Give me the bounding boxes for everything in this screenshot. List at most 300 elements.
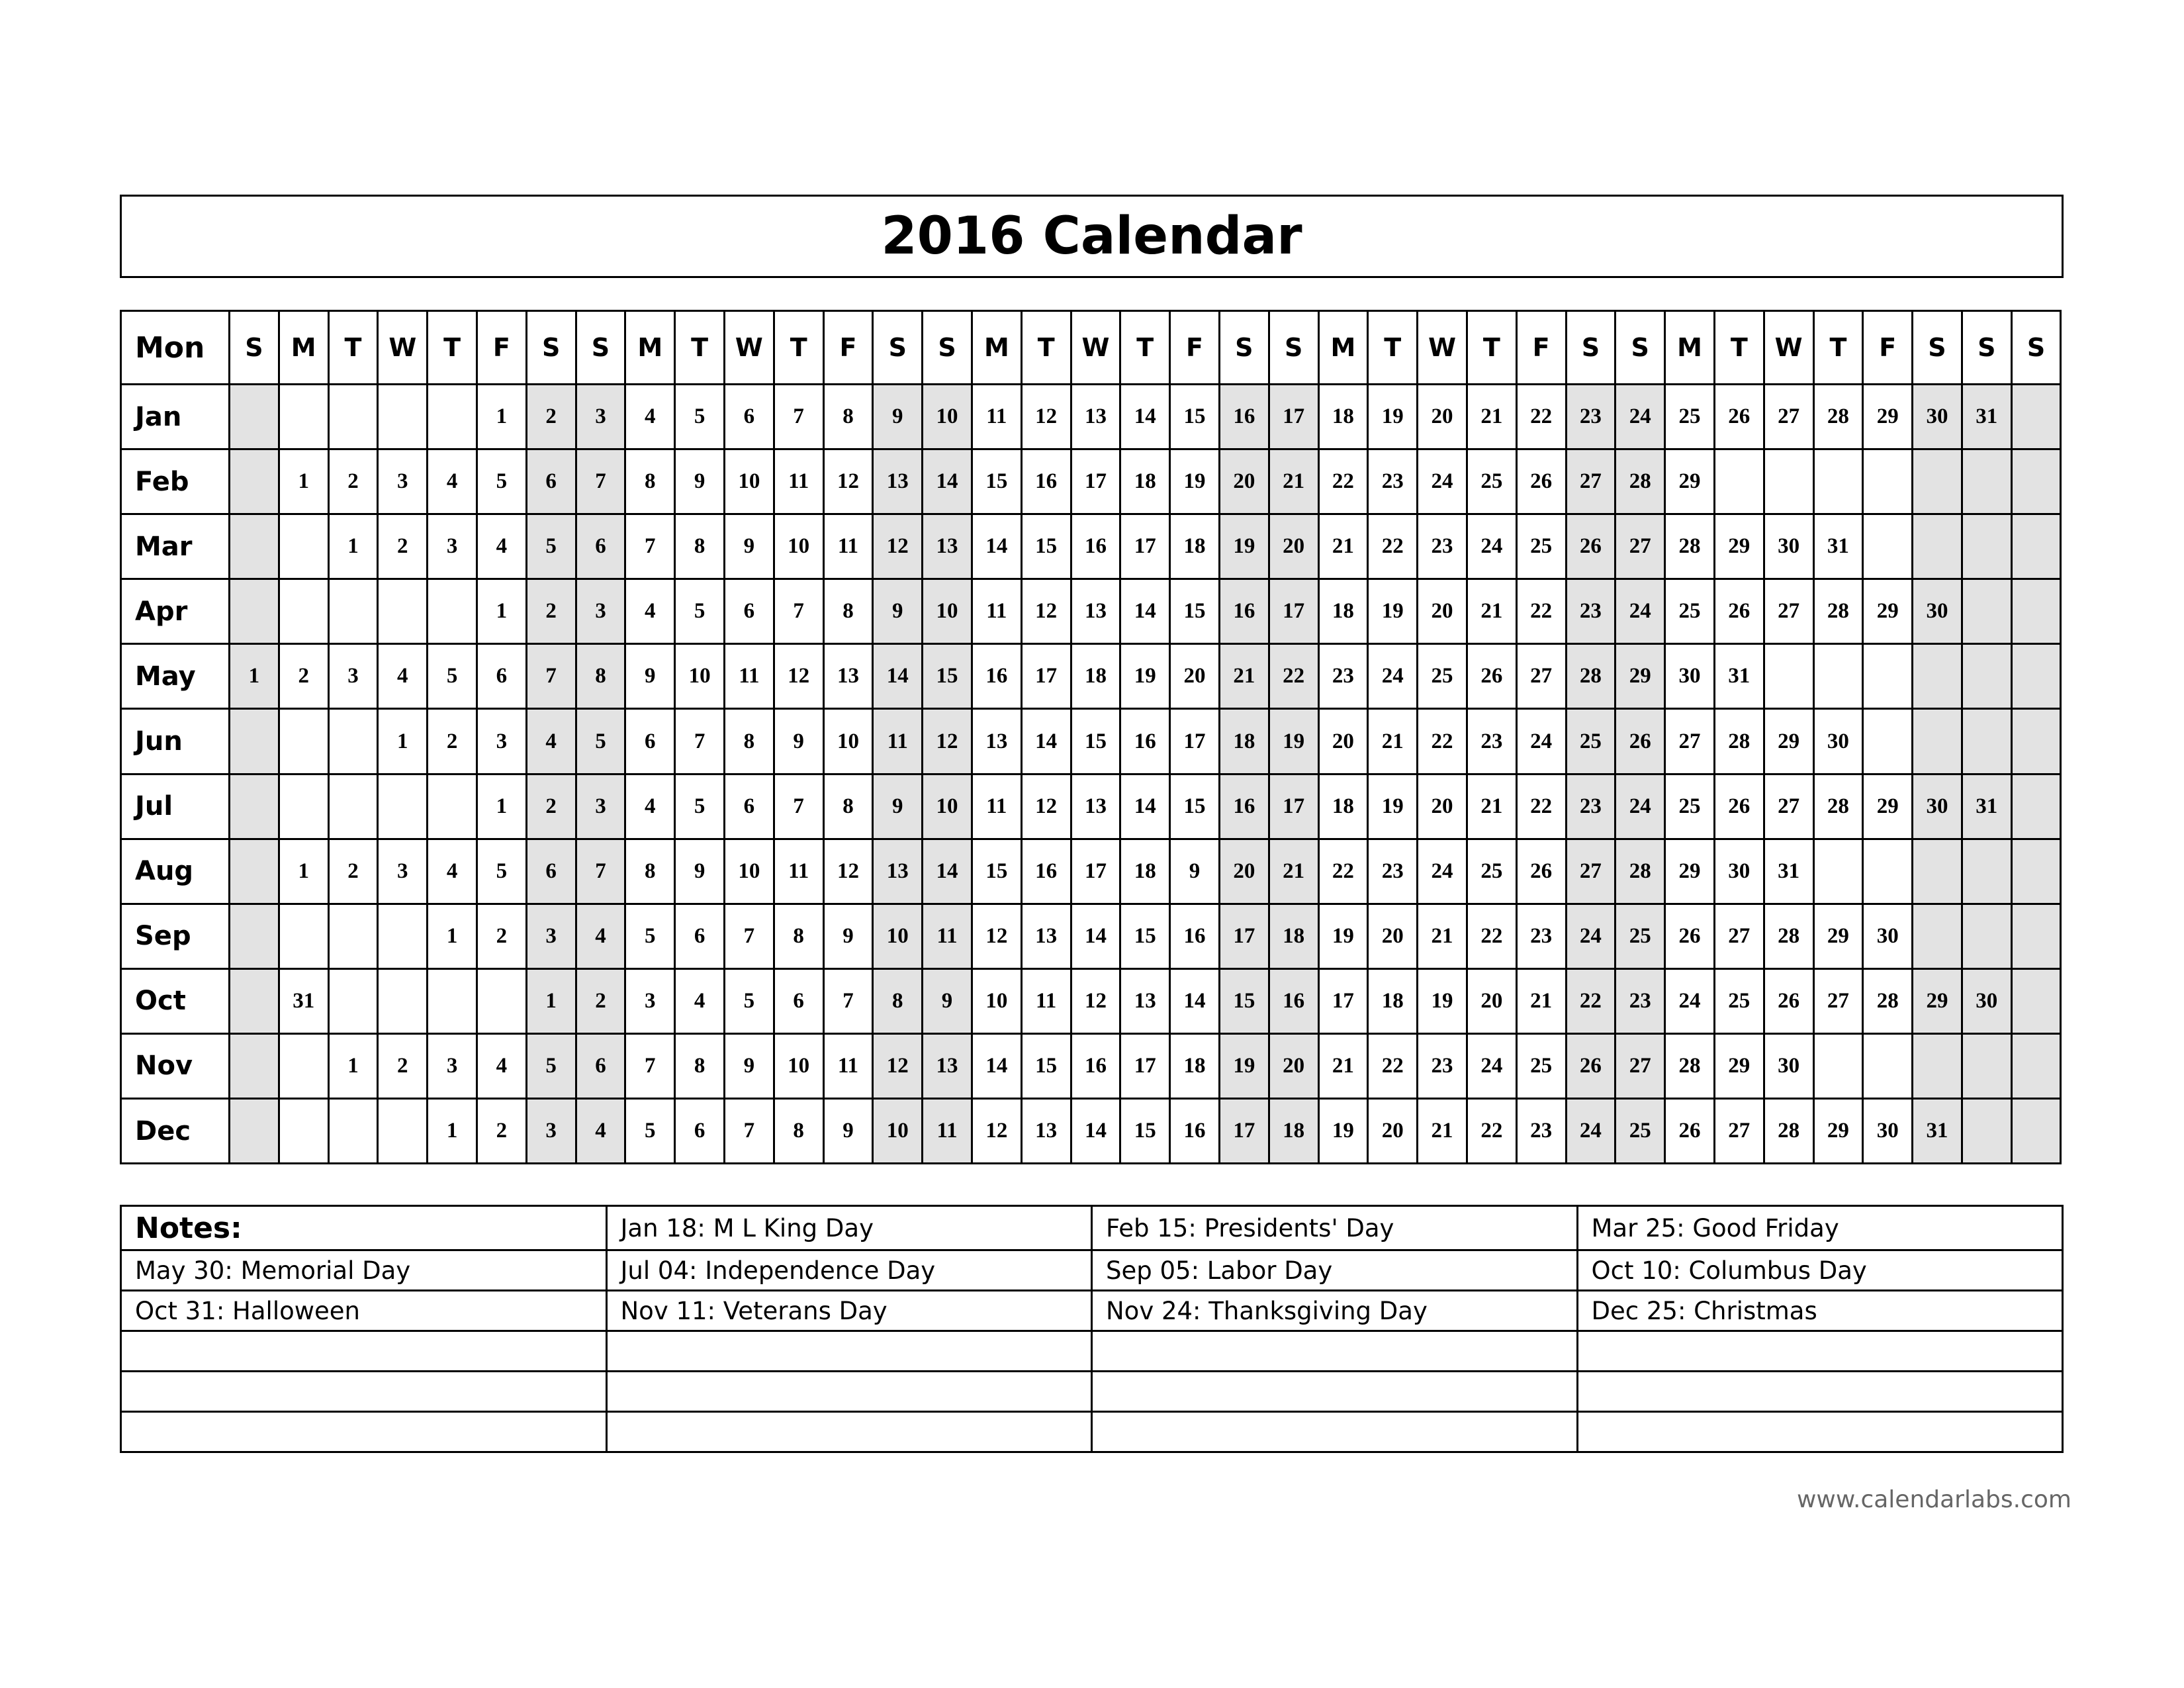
day-cell: 9 bbox=[823, 1099, 873, 1164]
day-cell: 7 bbox=[724, 904, 774, 968]
day-cell: 1 bbox=[279, 449, 328, 514]
day-cell: 19 bbox=[1418, 968, 1467, 1033]
notes-label: Notes: bbox=[121, 1206, 607, 1250]
day-cell: 9 bbox=[873, 774, 923, 839]
day-cell: 26 bbox=[1516, 839, 1566, 904]
day-cell: 1 bbox=[428, 904, 477, 968]
weekday-header: M bbox=[1318, 311, 1368, 385]
day-cell: 10 bbox=[972, 968, 1021, 1033]
day-cell: 4 bbox=[576, 904, 625, 968]
day-cell: 8 bbox=[774, 1099, 823, 1164]
day-cell: 17 bbox=[1170, 709, 1220, 774]
weekday-header: T bbox=[1714, 311, 1764, 385]
day-cell: 31 bbox=[1764, 839, 1813, 904]
weekday-header: F bbox=[823, 311, 873, 385]
day-cell: 9 bbox=[1170, 839, 1220, 904]
day-cell: 10 bbox=[724, 839, 774, 904]
day-cell: 28 bbox=[1615, 449, 1665, 514]
day-cell: 13 bbox=[1021, 904, 1071, 968]
weekday-header: S bbox=[1269, 311, 1318, 385]
weekday-header: S bbox=[1219, 311, 1269, 385]
day-cell: 15 bbox=[1170, 579, 1220, 644]
weekday-header: M bbox=[279, 311, 328, 385]
empty-day-cell bbox=[1913, 904, 1962, 968]
day-cell: 27 bbox=[1714, 904, 1764, 968]
day-cell: 19 bbox=[1368, 385, 1418, 449]
day-cell: 20 bbox=[1170, 644, 1220, 709]
day-cell: 21 bbox=[1467, 579, 1516, 644]
day-cell: 24 bbox=[1418, 839, 1467, 904]
day-cell: 24 bbox=[1615, 579, 1665, 644]
empty-day-cell bbox=[230, 839, 279, 904]
day-cell: 4 bbox=[526, 709, 576, 774]
day-cell: 1 bbox=[477, 774, 526, 839]
day-cell: 28 bbox=[1813, 385, 1863, 449]
empty-day-cell bbox=[1962, 449, 2011, 514]
day-cell: 5 bbox=[576, 709, 625, 774]
day-cell: 15 bbox=[1071, 709, 1120, 774]
day-cell: 2 bbox=[279, 644, 328, 709]
day-cell: 27 bbox=[1764, 774, 1813, 839]
day-cell: 3 bbox=[428, 514, 477, 579]
day-cell: 9 bbox=[675, 449, 725, 514]
day-cell: 5 bbox=[625, 1099, 675, 1164]
empty-day-cell bbox=[230, 449, 279, 514]
day-cell: 4 bbox=[428, 839, 477, 904]
day-cell: 15 bbox=[1120, 1099, 1170, 1164]
month-row bbox=[121, 385, 2061, 449]
day-cell: 5 bbox=[526, 514, 576, 579]
day-cell: 14 bbox=[1120, 385, 1170, 449]
day-cell: 25 bbox=[1615, 904, 1665, 968]
day-cell: 12 bbox=[873, 1033, 923, 1098]
day-cell: 30 bbox=[1913, 385, 1962, 449]
day-cell: 9 bbox=[774, 709, 823, 774]
weekday-header: T bbox=[1813, 311, 1863, 385]
empty-day-cell bbox=[2011, 1099, 2061, 1164]
weekday-header: T bbox=[675, 311, 725, 385]
empty-day-cell bbox=[1764, 644, 1813, 709]
day-cell: 20 bbox=[1418, 579, 1467, 644]
day-cell: 29 bbox=[1913, 968, 1962, 1033]
weekday-header: F bbox=[1170, 311, 1220, 385]
day-cell: 23 bbox=[1615, 968, 1665, 1033]
day-cell: 23 bbox=[1566, 385, 1615, 449]
month-row bbox=[121, 644, 2061, 709]
notes-row bbox=[121, 1412, 2063, 1452]
day-cell: 6 bbox=[526, 839, 576, 904]
day-cell: 2 bbox=[477, 904, 526, 968]
day-cell: 30 bbox=[1913, 774, 1962, 839]
day-cell: 14 bbox=[923, 839, 972, 904]
empty-day-cell bbox=[1913, 449, 1962, 514]
day-cell: 31 bbox=[1714, 644, 1764, 709]
day-cell: 6 bbox=[576, 1033, 625, 1098]
weekday-header: M bbox=[625, 311, 675, 385]
day-cell: 23 bbox=[1418, 514, 1467, 579]
day-cell: 27 bbox=[1566, 449, 1615, 514]
holiday-note: Sep 05: Labor Day bbox=[1092, 1250, 1578, 1291]
day-cell: 8 bbox=[625, 449, 675, 514]
day-cell: 7 bbox=[774, 579, 823, 644]
day-cell: 30 bbox=[1863, 904, 1913, 968]
day-cell: 3 bbox=[378, 449, 428, 514]
day-cell: 20 bbox=[1269, 1033, 1318, 1098]
day-cell: 29 bbox=[1714, 514, 1764, 579]
day-cell: 8 bbox=[675, 514, 725, 579]
day-cell: 18 bbox=[1219, 709, 1269, 774]
day-cell: 2 bbox=[526, 385, 576, 449]
day-cell: 24 bbox=[1665, 968, 1715, 1033]
weekday-header: S bbox=[526, 311, 576, 385]
day-cell: 16 bbox=[1219, 774, 1269, 839]
day-cell: 2 bbox=[378, 1033, 428, 1098]
empty-day-cell bbox=[230, 579, 279, 644]
day-cell: 4 bbox=[428, 449, 477, 514]
blank-note-cell bbox=[606, 1412, 1092, 1452]
day-cell: 2 bbox=[477, 1099, 526, 1164]
empty-day-cell bbox=[328, 385, 378, 449]
day-cell: 26 bbox=[1665, 1099, 1715, 1164]
day-cell: 22 bbox=[1368, 514, 1418, 579]
weekday-header: S bbox=[1566, 311, 1615, 385]
day-cell: 24 bbox=[1566, 904, 1615, 968]
day-cell: 7 bbox=[724, 1099, 774, 1164]
day-cell: 22 bbox=[1269, 644, 1318, 709]
day-cell: 16 bbox=[1021, 449, 1071, 514]
day-cell: 23 bbox=[1566, 579, 1615, 644]
day-cell: 21 bbox=[1467, 385, 1516, 449]
empty-day-cell bbox=[1913, 839, 1962, 904]
day-cell: 22 bbox=[1516, 774, 1566, 839]
empty-day-cell bbox=[1813, 839, 1863, 904]
day-cell: 17 bbox=[1318, 968, 1368, 1033]
day-cell: 27 bbox=[1764, 579, 1813, 644]
day-cell: 21 bbox=[1418, 904, 1467, 968]
day-cell: 11 bbox=[972, 579, 1021, 644]
day-cell: 9 bbox=[724, 514, 774, 579]
day-cell: 9 bbox=[873, 385, 923, 449]
month-label: Mar bbox=[121, 514, 230, 579]
day-cell: 14 bbox=[1071, 904, 1120, 968]
day-cell: 16 bbox=[1071, 1033, 1120, 1098]
empty-day-cell bbox=[328, 904, 378, 968]
empty-day-cell bbox=[1714, 449, 1764, 514]
month-column-header: Mon bbox=[121, 311, 230, 385]
empty-day-cell bbox=[1913, 709, 1962, 774]
empty-day-cell bbox=[2011, 385, 2061, 449]
day-cell: 29 bbox=[1714, 1033, 1764, 1098]
day-cell: 1 bbox=[328, 514, 378, 579]
day-cell: 10 bbox=[675, 644, 725, 709]
blank-note-cell bbox=[1577, 1412, 2063, 1452]
blank-note-cell bbox=[1577, 1372, 2063, 1412]
day-cell: 21 bbox=[1318, 514, 1368, 579]
day-cell: 27 bbox=[1516, 644, 1566, 709]
day-cell: 11 bbox=[923, 1099, 972, 1164]
day-cell: 18 bbox=[1269, 1099, 1318, 1164]
day-cell: 31 bbox=[1962, 385, 2011, 449]
empty-day-cell bbox=[2011, 709, 2061, 774]
day-cell: 13 bbox=[873, 449, 923, 514]
day-cell: 18 bbox=[1170, 514, 1220, 579]
day-cell: 4 bbox=[625, 579, 675, 644]
day-cell: 8 bbox=[576, 644, 625, 709]
empty-day-cell bbox=[1863, 644, 1913, 709]
day-cell: 19 bbox=[1219, 514, 1269, 579]
empty-day-cell bbox=[2011, 968, 2061, 1033]
day-cell: 25 bbox=[1665, 774, 1715, 839]
empty-day-cell bbox=[328, 579, 378, 644]
day-cell: 26 bbox=[1714, 385, 1764, 449]
day-cell: 2 bbox=[526, 774, 576, 839]
day-cell: 26 bbox=[1665, 904, 1715, 968]
day-cell: 4 bbox=[625, 385, 675, 449]
holiday-note: Dec 25: Christmas bbox=[1577, 1291, 2063, 1331]
day-cell: 24 bbox=[1615, 774, 1665, 839]
day-cell: 1 bbox=[477, 385, 526, 449]
weekday-header: S bbox=[1962, 311, 2011, 385]
day-cell: 17 bbox=[1269, 579, 1318, 644]
weekday-header: W bbox=[378, 311, 428, 385]
empty-day-cell bbox=[428, 385, 477, 449]
empty-day-cell bbox=[2011, 774, 2061, 839]
weekday-header: W bbox=[1418, 311, 1467, 385]
calendar-title: 2016 Calendar bbox=[881, 207, 1302, 266]
empty-day-cell bbox=[378, 774, 428, 839]
day-cell: 23 bbox=[1368, 839, 1418, 904]
day-cell: 23 bbox=[1318, 644, 1368, 709]
day-cell: 12 bbox=[972, 1099, 1021, 1164]
empty-day-cell bbox=[2011, 839, 2061, 904]
day-cell: 1 bbox=[477, 579, 526, 644]
empty-day-cell bbox=[328, 709, 378, 774]
empty-day-cell bbox=[1962, 709, 2011, 774]
day-cell: 29 bbox=[1813, 1099, 1863, 1164]
empty-day-cell bbox=[230, 968, 279, 1033]
empty-day-cell bbox=[378, 385, 428, 449]
holiday-note: Jul 04: Independence Day bbox=[606, 1250, 1092, 1291]
day-cell: 3 bbox=[477, 709, 526, 774]
day-cell: 11 bbox=[823, 514, 873, 579]
day-cell: 15 bbox=[1170, 774, 1220, 839]
weekday-header: S bbox=[2011, 311, 2061, 385]
day-cell: 6 bbox=[724, 579, 774, 644]
day-cell: 30 bbox=[1764, 1033, 1813, 1098]
day-cell: 14 bbox=[1120, 774, 1170, 839]
day-cell: 6 bbox=[675, 904, 725, 968]
day-cell: 15 bbox=[1021, 514, 1071, 579]
day-cell: 18 bbox=[1170, 1033, 1220, 1098]
day-cell: 7 bbox=[625, 514, 675, 579]
weekday-header: S bbox=[576, 311, 625, 385]
month-row bbox=[121, 579, 2061, 644]
month-row bbox=[121, 839, 2061, 904]
day-cell: 13 bbox=[1120, 968, 1170, 1033]
day-cell: 30 bbox=[1714, 839, 1764, 904]
day-cell: 18 bbox=[1269, 904, 1318, 968]
day-cell: 13 bbox=[1071, 385, 1120, 449]
day-cell: 15 bbox=[1170, 385, 1220, 449]
day-cell: 21 bbox=[1318, 1033, 1368, 1098]
day-cell: 26 bbox=[1566, 514, 1615, 579]
day-cell: 29 bbox=[1615, 644, 1665, 709]
day-cell: 3 bbox=[526, 904, 576, 968]
day-cell: 12 bbox=[1021, 385, 1071, 449]
weekday-header: T bbox=[1368, 311, 1418, 385]
empty-day-cell bbox=[1962, 904, 2011, 968]
day-cell: 12 bbox=[774, 644, 823, 709]
day-cell: 24 bbox=[1368, 644, 1418, 709]
day-cell: 3 bbox=[576, 774, 625, 839]
day-cell: 25 bbox=[1714, 968, 1764, 1033]
weekday-header: T bbox=[774, 311, 823, 385]
day-cell: 26 bbox=[1764, 968, 1813, 1033]
month-label: Oct bbox=[121, 968, 230, 1033]
holiday-note: Oct 10: Columbus Day bbox=[1577, 1250, 2063, 1291]
day-cell: 28 bbox=[1764, 1099, 1813, 1164]
day-cell: 3 bbox=[378, 839, 428, 904]
month-label: Jul bbox=[121, 774, 230, 839]
blank-note-cell bbox=[1577, 1331, 2063, 1372]
weekday-header: M bbox=[1665, 311, 1715, 385]
day-cell: 23 bbox=[1516, 1099, 1566, 1164]
holiday-note: May 30: Memorial Day bbox=[121, 1250, 607, 1291]
empty-day-cell bbox=[2011, 449, 2061, 514]
month-label: Dec bbox=[121, 1099, 230, 1164]
day-cell: 2 bbox=[526, 579, 576, 644]
day-cell: 18 bbox=[1318, 579, 1368, 644]
day-cell: 31 bbox=[1813, 514, 1863, 579]
empty-day-cell bbox=[477, 968, 526, 1033]
day-cell: 22 bbox=[1516, 579, 1566, 644]
day-cell: 22 bbox=[1318, 449, 1368, 514]
day-cell: 17 bbox=[1120, 514, 1170, 579]
day-cell: 8 bbox=[873, 968, 923, 1033]
day-cell: 17 bbox=[1219, 904, 1269, 968]
empty-day-cell bbox=[1913, 514, 1962, 579]
day-cell: 18 bbox=[1071, 644, 1120, 709]
weekday-header: S bbox=[923, 311, 972, 385]
day-cell: 15 bbox=[1219, 968, 1269, 1033]
holiday-note: Oct 31: Halloween bbox=[121, 1291, 607, 1331]
day-cell: 15 bbox=[972, 839, 1021, 904]
day-cell: 28 bbox=[1863, 968, 1913, 1033]
weekday-header: S bbox=[230, 311, 279, 385]
weekday-header: F bbox=[1516, 311, 1566, 385]
day-cell: 30 bbox=[1962, 968, 2011, 1033]
day-cell: 5 bbox=[477, 449, 526, 514]
weekday-header: T bbox=[1120, 311, 1170, 385]
day-cell: 13 bbox=[873, 839, 923, 904]
day-cell: 16 bbox=[1120, 709, 1170, 774]
day-cell: 4 bbox=[625, 774, 675, 839]
day-cell: 9 bbox=[724, 1033, 774, 1098]
notes-row bbox=[121, 1372, 2063, 1412]
empty-day-cell bbox=[2011, 644, 2061, 709]
notes-row bbox=[121, 1250, 2063, 1291]
day-cell: 7 bbox=[576, 449, 625, 514]
day-cell: 31 bbox=[1962, 774, 2011, 839]
day-cell: 30 bbox=[1764, 514, 1813, 579]
day-cell: 20 bbox=[1467, 968, 1516, 1033]
day-cell: 21 bbox=[1269, 839, 1318, 904]
day-cell: 21 bbox=[1467, 774, 1516, 839]
day-cell: 18 bbox=[1120, 839, 1170, 904]
day-cell: 29 bbox=[1665, 839, 1715, 904]
day-cell: 6 bbox=[774, 968, 823, 1033]
empty-day-cell bbox=[428, 968, 477, 1033]
day-cell: 14 bbox=[1170, 968, 1220, 1033]
month-label: Nov bbox=[121, 1033, 230, 1098]
day-cell: 15 bbox=[1120, 904, 1170, 968]
day-cell: 19 bbox=[1120, 644, 1170, 709]
day-cell: 24 bbox=[1418, 449, 1467, 514]
day-cell: 26 bbox=[1467, 644, 1516, 709]
empty-day-cell bbox=[230, 904, 279, 968]
day-cell: 11 bbox=[873, 709, 923, 774]
day-cell: 8 bbox=[625, 839, 675, 904]
day-cell: 17 bbox=[1219, 1099, 1269, 1164]
notes-table bbox=[120, 1205, 2064, 1453]
day-cell: 16 bbox=[1269, 968, 1318, 1033]
day-cell: 28 bbox=[1665, 1033, 1715, 1098]
day-cell: 22 bbox=[1516, 385, 1566, 449]
empty-day-cell bbox=[279, 904, 328, 968]
empty-day-cell bbox=[1813, 644, 1863, 709]
day-cell: 9 bbox=[873, 579, 923, 644]
day-cell: 12 bbox=[972, 904, 1021, 968]
day-cell: 20 bbox=[1418, 774, 1467, 839]
day-cell: 19 bbox=[1318, 904, 1368, 968]
empty-day-cell bbox=[230, 1033, 279, 1098]
day-cell: 20 bbox=[1418, 385, 1467, 449]
day-cell: 17 bbox=[1269, 774, 1318, 839]
blank-note-cell bbox=[606, 1372, 1092, 1412]
day-cell: 1 bbox=[230, 644, 279, 709]
day-cell: 6 bbox=[576, 514, 625, 579]
empty-day-cell bbox=[2011, 579, 2061, 644]
day-cell: 19 bbox=[1219, 1033, 1269, 1098]
day-cell: 10 bbox=[724, 449, 774, 514]
day-cell: 8 bbox=[823, 774, 873, 839]
day-cell: 31 bbox=[279, 968, 328, 1033]
day-cell: 11 bbox=[823, 1033, 873, 1098]
day-cell: 28 bbox=[1615, 839, 1665, 904]
day-cell: 25 bbox=[1665, 385, 1715, 449]
day-cell: 18 bbox=[1318, 385, 1368, 449]
day-cell: 23 bbox=[1467, 709, 1516, 774]
day-cell: 22 bbox=[1318, 839, 1368, 904]
empty-day-cell bbox=[1863, 709, 1913, 774]
empty-day-cell bbox=[279, 514, 328, 579]
day-cell: 18 bbox=[1318, 774, 1368, 839]
day-cell: 20 bbox=[1318, 709, 1368, 774]
day-cell: 5 bbox=[625, 904, 675, 968]
day-cell: 23 bbox=[1418, 1033, 1467, 1098]
day-cell: 11 bbox=[1021, 968, 1071, 1033]
day-cell: 15 bbox=[1021, 1033, 1071, 1098]
day-cell: 8 bbox=[774, 904, 823, 968]
month-label: Sep bbox=[121, 904, 230, 968]
day-cell: 28 bbox=[1566, 644, 1615, 709]
day-cell: 9 bbox=[675, 839, 725, 904]
day-cell: 16 bbox=[1170, 904, 1220, 968]
day-cell: 7 bbox=[823, 968, 873, 1033]
day-cell: 12 bbox=[873, 514, 923, 579]
holiday-note: Mar 25: Good Friday bbox=[1577, 1206, 2063, 1250]
day-cell: 19 bbox=[1368, 579, 1418, 644]
